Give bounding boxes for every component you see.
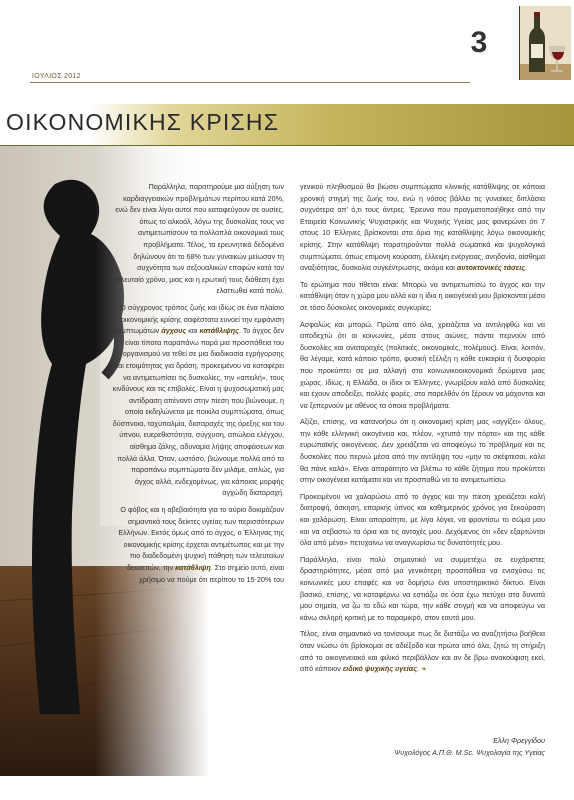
highlight-term: αυτοκτονικές τάσεις: [456, 263, 526, 273]
highlight-term: κατάθλιψη: [175, 563, 211, 572]
highlight-term: κατάθλιψης: [199, 326, 239, 336]
article-column-right: [300, 181, 545, 681]
paragraph: Αξίζει, επίσης, να κατανοήσω ότι η οικονομική κρίση μας «αγγίζει» όλους, την κάθε ελληνική οικογένεια και, πλέον, «χτυπά την πόρτα» και της κάθε ευρωπαϊκής οικογένειας. Δεν χρειάζεται να αποφεύγω το πρόβλημα και τις δυσκολίες που περνώ μέσα από την αντίληψη του «μην το σκέφτεσαι, κάλα θα πάνε καλά». Είναι απαραίτητο να βλέπω το κάθε ζήτημα που προκύπτει στην οικογένεια κατάματα και να προσπαθώ να το αντιμετωπίσω.: [300, 417, 545, 485]
wine-bottle-photo: [519, 6, 571, 80]
article-column-left: [112, 181, 284, 590]
paragraph: Ο σύγχρονος τρόπος ζωής και ιδίως σε ένα πλαίσιο οικονομικής κρίσης σαφέστατα ευνοεί την εμφάνιση συμπτωμάτων άγχους και κατάθλιψης. Το άγχος δεν είναι τίποτα παραπάνω παρά μια προσπάθεια του οργανισμού να τεθεί σε μια διαδικασία εγρήγορσης και ετοιμότητας για δράση, προκειμένου να καταφέρει να αντιμετωπίσει τις δυσκολίες, την «απειλή», τους κινδύνους και τις επιβολές. Είναι η ψυχοσωματική μας αντίδραση απέναντι στην πίεση που βιώνουμε, η οποία εκδηλώνεται με ποικίλα συμπτώματα, όπως δύσπνοια, ταχυπαλμία, διαταραχές της όρεξης και του ύπνου, ευερεθιστότητα, σύγχυση, απώλεια ελέγχου, αίσθημα ζάλης, αδυναμία λήψης αποφάσεων και πολλά άλλα. Όταν, ωστόσο, βιώνουμε πολλά από τα παραπάνω συμπτώματα δεν μιλάμε, απλώς, για άγχος αλλά, ενδεχομένως, για κάποιας μορφής αγχώδη διαταραχή.: [112, 302, 284, 498]
paragraph: γενικού πληθυσμού θα βιώσει συμπτώματα κλινικής κατάθλιψης σε κάποια χρονική στιγμή της ζωής του, ενώ η νόσος βάλλει τις γυναίκες διπλάσια συχνότερα απ' ό,τι τους άντρες. Έρευνα που πραγματοποιήθηκε από την Εταιρεία Κοινωνικής Ψυχιατρικής και Ψυχικής Υγείας μας φανερώνει ότι 7 στους 10 Έλληνες βρίσκονται στα όρια της κατάθλιψης λόγω οικονομικής κρίσης. Στην κατάθλιψη παρατηρούνται πολλά σωματικά και ψυχολογικά συμπτώματα, όπως επίμονη κούραση, έλλειψη ενέργειας, ανηδονία, αίσθημα αναξιότητας, δυσκολία συγκέντρωσης, ακόμα και αυτοκτονικές τάσεις.: [300, 182, 545, 273]
paragraph: Ο φόβος και η αβεβαιότητα για το αύριο δοκιμάζουν σημαντικά τους δείκτες υγείας των περισσότερων Ελλήνων. Εκτός όμως από το άγχος, ο Έλληνας της οικονομικής κρίσης έρχεται αντιμέτωπος και με την πιο διαδεδομένη ψυχική πάθηση των τελευταίων δεκαετιών, την κατάθλιψη. Στο σημείο αυτό, είναι χρήσιμο να πούμε ότι περίπου το 15-20% του: [118, 505, 284, 584]
author-role: Ψυχολόγος Α.Π.Θ. M.Sc. Ψυχολογία της Υγείας: [394, 747, 545, 757]
paragraph: Παράλληλα, είναι πολύ σημαντικό να συμμετέχω σε ευχάριστες δραστηριότητες, μέσα από μια γενικότερη προσπάθεια να ενισχύσω τις κοινωνικές μου επαφές και να δομήσω ένα υποστηρικτικό δίκτυο. Είναι βασικό, επίσης, να καταφέρνω να εστιάζω σε όσα έχω πετύχει στα δυνατά μου σημεία, να ζω το εδώ και τώρα, την κάθε στιγμή και να αποφεύγω να κάνω σκληρή κριτική με το παραμικρό, στον εαυτό μου.: [300, 554, 545, 622]
paragraph: Προκειμένου να χαλαρώσω από το άγχος και την πίεση χρειάζεται καλή διατροφή, άσκηση, επαρκής ύπνος και καθημερινός χρόνος για ξεκούραση και χαλάρωση. Είναι απαραίτητο, με λίγα λόγια, να φροντίσω το σώμα μου και να σεβαστώ τα όρια και τις αντοχές μου. Δεχόμενος ότι «δεν εξαρτώνται όλα από μένα» πετυχαίνω να αναγνωρίσω τις δυνατότητές μου.: [300, 491, 545, 548]
page-title: ΟΙΚΟΝΟΜΙΚΗΣ ΚΡΙΣΗΣ: [6, 109, 280, 135]
paragraph: Τέλος, είναι σημαντικό να τονίσουμε πως δε διστάζω να αναζητήσω βοήθεια όταν νιώσω ότι βρίσκομαι σε αδιέξοδο και πρώτα από όλα, ζητώ τη στήριξη από το οικογενειακό και φιλικό περιβάλλον και αν δε βρω ανακούφιση εκεί, από κάποιον ειδικό ψυχικής υγείας. ❧: [300, 629, 545, 674]
highlight-term: ειδικό ψυχικής υγείας: [342, 664, 418, 674]
end-of-article-icon: ❧: [421, 666, 427, 674]
header-divider: [30, 82, 470, 83]
author-name: Έλλη Φρεγγίδου: [492, 736, 545, 745]
page-number: 3: [470, 26, 488, 59]
highlight-term: άγχους: [161, 326, 187, 336]
issue-date: ΙΟΥΛΙΟΣ 2012: [32, 73, 81, 80]
paragraph: Παράλληλα, παρατηρούμε μια αύξηση των καρδιαγγειακών προβλημάτων περίπου κατά 20%, ενώ δεν είναι λίγοι αυτοί που καταφεύγουν σε ουσίες, όπως το αλκοόλ, λόγω της δυσκολίας τους να αντιμετωπίσουν τα πολλαπλά οικονομικά τους προβλήματα. Τέλος, τα ερευνητικά δεδομένα δηλώνουν ότι το 68% των γυναικών μείωσαν τη συχνότητα των σεξουαλικών επαφών κατά τον τελευταίο χρόνο, μιας και η ερωτική τους διάθεση έχει ελαττωθεί κατά πολύ.: [114, 182, 284, 296]
paragraph: Ασφαλώς και μπορώ. Πρώτα από όλα, χρειάζεται να αντιληφθώ και να αποδεχτώ ότι οι κοινωνίες, μέσα στους αιώνες, πάντα περνούν από δυσκολίες και αναταραχές (πολιτικές, οικονομικές, πολέμους). Είναι, λοιπόν, θα λέγαμε, κατά κάποιο τρόπο, φυσική εξέλιξη η κάθε ευκαιρία ή δυσφορία που προκύπτει σε μια αλλαγή στα κοινωνικοοικονομικά δρώμενα μιας χώρας. Ιδίως, η Ελλάδα, οι ίδιοι οι Έλληνες, γνωρίζουν καλά από δυσκολίες και έχουν αποδείξει, πολλές φορές, στο παρελθόν ότι ξέρουν να μάχονται και να ξεπερνούν με αθένος τα όποια προβλήματα.: [300, 319, 545, 410]
paragraph: Το ερώτημα που τίθεται είναι: Μπορώ να αντιμετωπίσω το άγχος και την κατάθλιψη όταν η χώρα μου αλλά και η ίδια η οικογένειά μου βρίσκονται μέσα σε τόσο δύσκολες οικονομικές συγκυρίες;: [300, 279, 545, 312]
author-signature: [300, 735, 545, 758]
